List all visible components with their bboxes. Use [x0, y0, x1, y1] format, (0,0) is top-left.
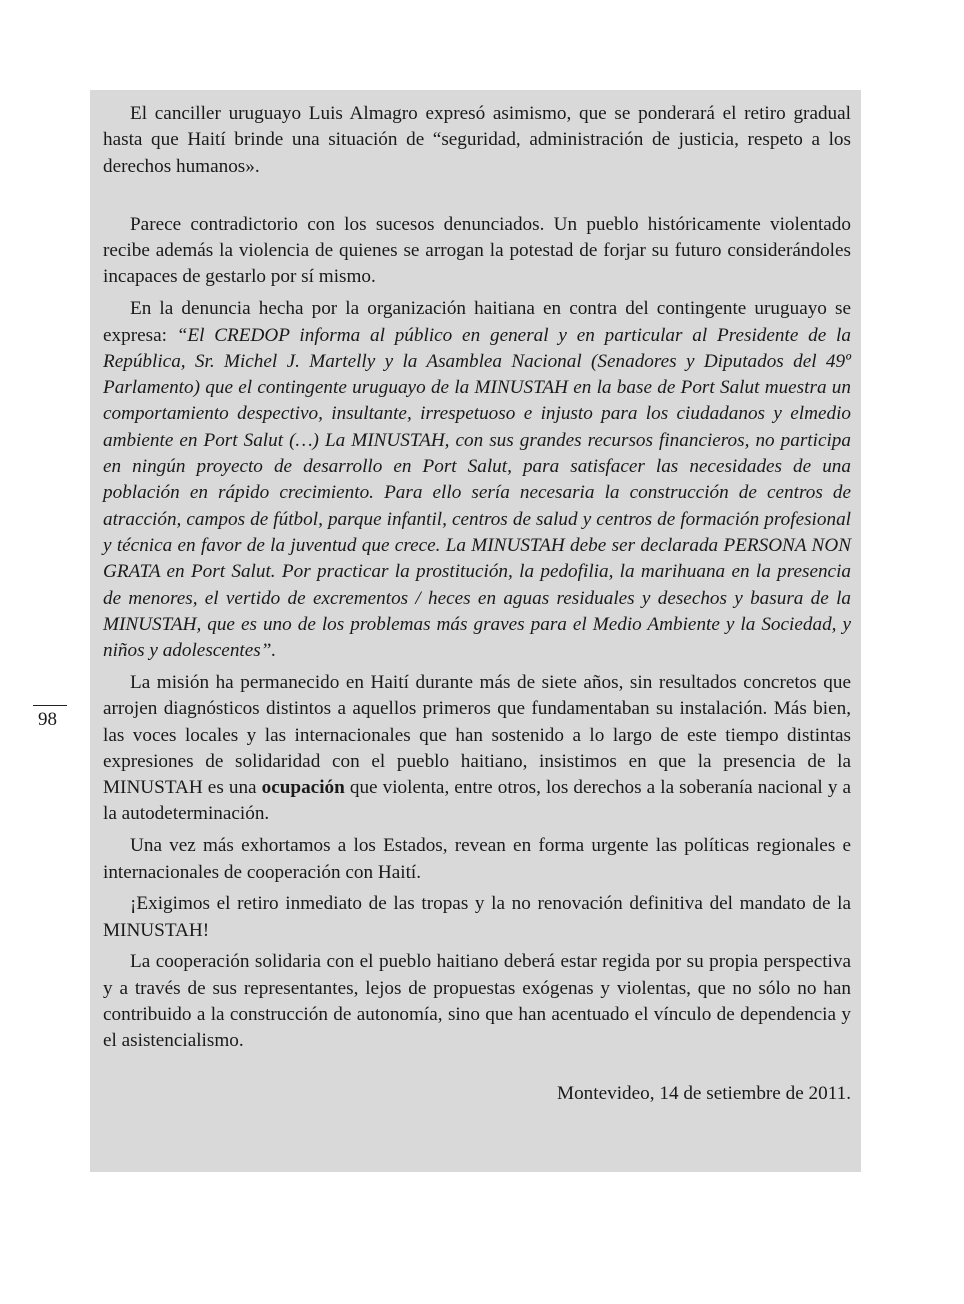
paragraph-contradiction: Parece contradictorio con los sucesos denunciados. Un pueblo históricamente violentado recibe además la violencia de quienes se arrogan la potestad de forjar su futuro considerándoles incapaces de gestarlo por sí mismo.	[103, 213, 851, 288]
paragraph-denuncia	[103, 296, 851, 664]
mision-before: La misión ha permanecido en Haití durante más de siete años, sin resultados concretos que arrojen diagnósticos distintos a aquellos primeros que fundamentaban su instalación. Más bien, las voces locales y las internacionales que han sostenido a lo largo de este tiempo distintas expresiones de solidaridad con el pueblo haitiano, insistimos en que la presencia de la MINUSTAH es una	[103, 671, 851, 799]
credop-quote: “El CREDOP informa al público en general y en particular al Presidente de la República, Sr. Michel J. Martelly y la Asamblea Nacional (Senadores y Diputados del 49º Parlamento) que el contingente uruguayo de la MINUSTAH en la base de Port Salut muestra un comportamiento despectivo, insultante, irrespetuoso e injusto para los ciudadanos y elmedio ambiente en Port Salut (…) La MINUSTAH, con sus grandes recursos financieros, no participa en ningún proyecto de desarrollo en Port Salut, para satisfacer las necesidades de una población en rápido crecimiento. Para ello sería necesaria la construcción de centros de atracción, campos de fútbol, parque infantil, centros de salud y centros de formación profesional y técnica en favor de la juventud que crece. La MINUSTAH debe ser declarada PERSONA NON GRATA en Port Salut. Por practicar la prostitución, la pedofilia, la marihuana en la presencia de menores, el vertido de excrementos / heces en aguas residuales y desechos y basura de la MINUSTAH, que es uno de los problemas más graves para el Medio Ambiente y la Sociedad, y niños y adolescentes”.	[103, 324, 851, 662]
paragraph-exigimos: ¡Exigimos el retiro inmediato de las tropas y la no renovación definitiva del mandato de la MINUSTAH!	[103, 893, 851, 941]
paragraph-exhortamos: Una vez más exhortamos a los Estados, revean en forma urgente las políticas regionales e internacionales de cooperación con Haití.	[103, 835, 851, 883]
signature-date: Montevideo, 14 de setiembre de 2011.	[557, 1082, 851, 1104]
paragraph-almagro: El canciller uruguayo Luis Almagro expresó asimismo, que se ponderará el retiro gradual hasta que Haití brinde una situación de “seguridad, administración de justicia, respeto a los derechos humanos».	[103, 103, 851, 177]
mision-after: que violenta, entre otros, los derechos a la soberanía nacional y a la autodeterminación.	[103, 777, 851, 825]
page-number-rule	[33, 705, 67, 706]
paragraph-mision	[103, 670, 851, 828]
paragraph-cooperacion: La cooperación solidaria con el pueblo haitiano deberá estar regida por su propia perspectiva y a través de sus representantes, lejos de propuestas exógenas y violentas, que no sólo no han contribuido a la construcción de autonomía, sino que han acentuado el vínculo de dependencia y el asistencialismo.	[103, 951, 851, 1052]
denuncia-lead: En la denuncia hecha por la organización haitiana en contra del contingente uruguayo se expresa:	[103, 298, 851, 346]
body-text	[103, 101, 851, 1112]
ocupacion-bold: ocupación	[261, 777, 345, 799]
page-number: 98	[38, 709, 57, 730]
